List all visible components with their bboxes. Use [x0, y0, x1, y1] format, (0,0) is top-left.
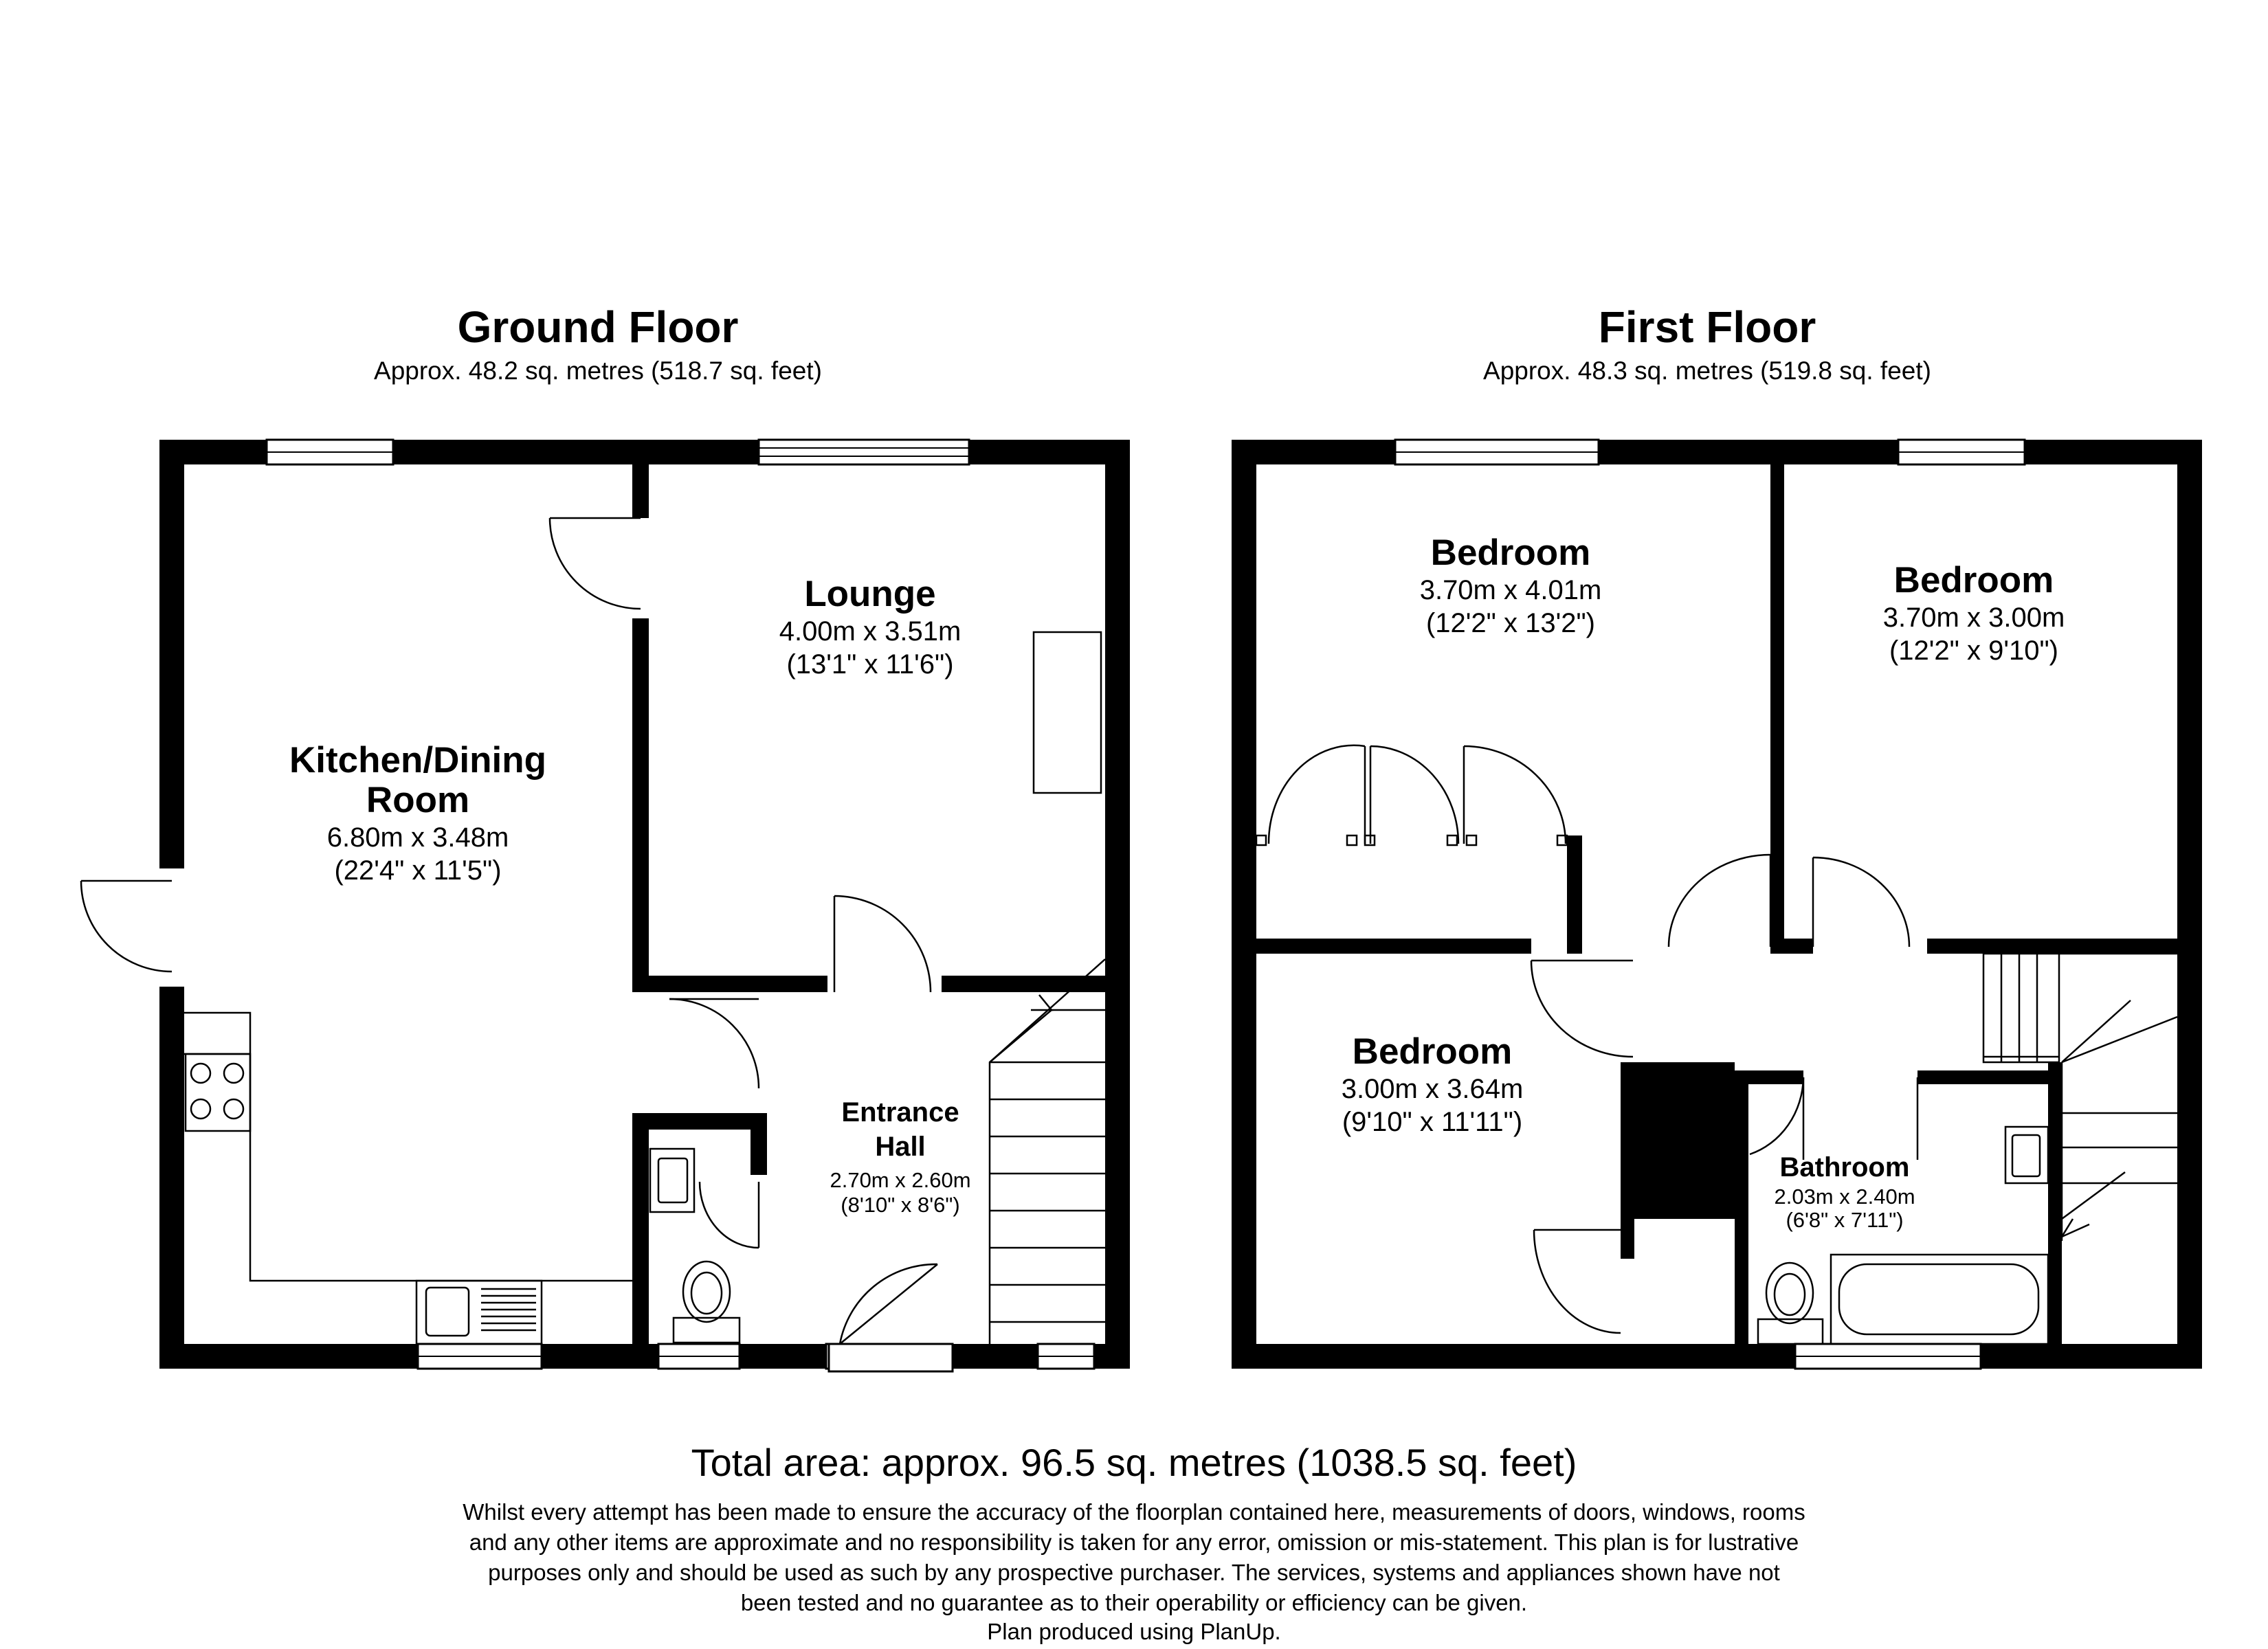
kitchen-worktop	[184, 1013, 632, 1281]
entrance-hall-name: Entrance	[841, 1097, 959, 1128]
bathroom-metric: 2.03m x 2.40m	[1774, 1185, 1915, 1209]
wc-basin-icon	[650, 1149, 694, 1212]
disclaimer-line: purposes only and should be used as such by any prospective purchaser. The services, systems and appliances shown have not	[488, 1560, 1780, 1585]
disclaimer-line: Plan produced using PlanUp.	[987, 1619, 1281, 1644]
entrance-hall-imperial: (8'10" x 8'6")	[841, 1193, 960, 1217]
bedroom-3-metric: 3.00m x 3.64m	[1341, 1074, 1524, 1104]
lounge-imperial: (13'1" x 11'6")	[786, 649, 954, 680]
entrance-hall-name-line2: Hall	[875, 1132, 926, 1162]
first-floor-walls	[1232, 440, 2202, 1369]
lounge-name: Lounge	[804, 574, 936, 614]
fireplace	[1034, 632, 1101, 793]
ground-floor-plan	[81, 302, 1130, 1371]
first-floor-title: First Floor	[1598, 302, 1816, 352]
first-floor-plan	[1232, 302, 2202, 1369]
kitchen-dining-room-metric: 6.80m x 3.48m	[326, 822, 509, 853]
disclaimer-line: and any other items are approximate and no responsibility is taken for any error, omission or mis-statement. This plan is for lustrative	[469, 1529, 1799, 1555]
bedroom-1-imperial: (12'2" x 13'2")	[1425, 608, 1596, 638]
bathroom-name: Bathroom	[1779, 1152, 1910, 1182]
bathtub-icon	[1831, 1255, 2048, 1344]
ground-floor-area: Approx. 48.2 sq. metres (518.7 sq. feet)	[374, 357, 822, 385]
ground-floor-room-labels	[289, 574, 970, 1217]
total-area: Total area: approx. 96.5 sq. metres (1038.5 sq. feet)	[691, 1441, 1577, 1484]
kitchen-dining-room-name-line2: Room	[366, 780, 470, 820]
entrance-hall-metric: 2.70m x 2.60m	[830, 1168, 971, 1192]
ground-floor-staircase	[990, 959, 1105, 1344]
bedroom-2-metric: 3.70m x 3.00m	[1882, 603, 2065, 633]
bathroom-imperial: (6'8" x 7'11")	[1786, 1208, 1904, 1232]
disclaimer-line: Whilst every attempt has been made to ensure the accuracy of the floorplan contained here, measurements of doors, windows, rooms	[463, 1499, 1805, 1525]
bedroom-2-name: Bedroom	[1893, 560, 2054, 601]
bedroom-3-name: Bedroom	[1352, 1031, 1513, 1072]
ground-floor-walls	[159, 440, 1130, 1369]
bedroom-3-imperial: (9'10" x 11'11")	[1342, 1107, 1523, 1137]
hob-icon	[186, 1054, 250, 1131]
kitchen-sink-icon	[416, 1281, 542, 1344]
first-floor-staircase	[1983, 954, 2177, 1241]
disclaimer-line: been tested and no guarantee as to their operability or efficiency can be given.	[740, 1590, 1528, 1615]
wardrobe-doors	[1256, 745, 1567, 845]
wc-toilet-icon	[674, 1261, 740, 1343]
bedroom-1-metric: 3.70m x 4.01m	[1419, 575, 1602, 605]
ground-floor-windows	[267, 440, 1094, 1369]
bedroom-2-imperial: (12'2" x 9'10")	[1889, 636, 2059, 666]
window-glazing-lines	[267, 448, 1094, 1356]
kitchen-dining-room-imperial: (22'4" x 11'5")	[334, 855, 502, 886]
lounge-metric: 4.00m x 3.51m	[779, 616, 961, 647]
bathroom-toilet-icon	[1758, 1263, 1823, 1344]
kitchen-dining-room-name: Kitchen/Dining	[289, 740, 546, 781]
first-floor-area: Approx. 48.3 sq. metres (519.8 sq. feet)	[1483, 357, 1931, 385]
bedroom-1-name: Bedroom	[1430, 532, 1591, 573]
bathroom-basin-icon	[2005, 1127, 2048, 1183]
ground-floor-title: Ground Floor	[457, 302, 739, 352]
disclaimer	[463, 1499, 1805, 1644]
